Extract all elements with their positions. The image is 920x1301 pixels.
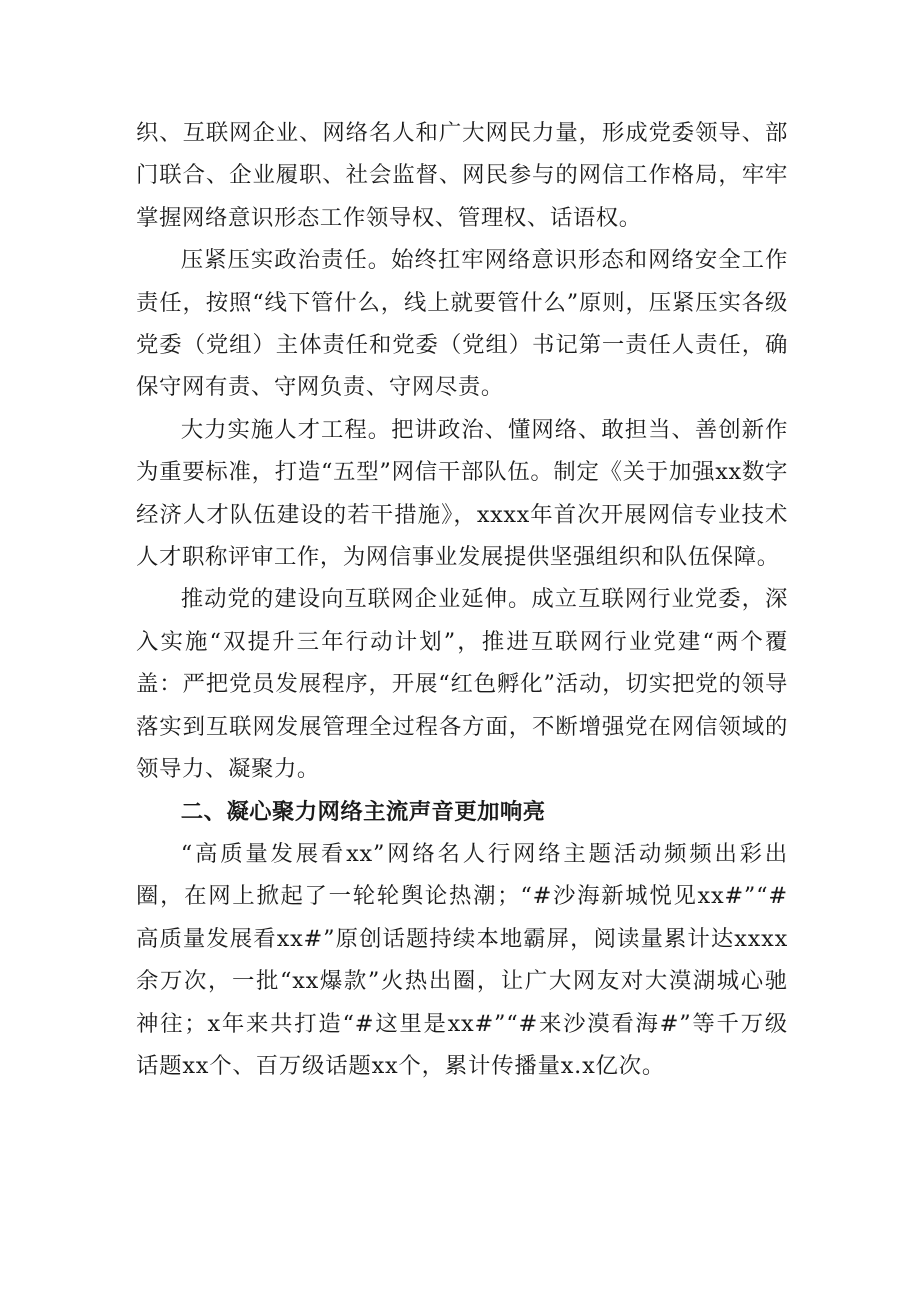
paragraph-talent-project: 大力实施人才工程。把讲政治、懂网络、敢担当、善创新作为重要标准，打造“五型”网信干部队伍。制定《关于加强xx数字经济人才队伍建设的若干措施》，xxxx年首次开展网信专业技术人才职称评审工作，为网信事业发展提供坚强组织和队伍保障。	[136, 416, 788, 571]
paragraph-party-building: 推动党的建设向互联网企业延伸。成立互联网行业党委，深入实施“双提升三年行动计划”，推进互联网行业党建“两个覆盖：严把党员发展程序，开展“红色孵化”活动，切实把党的领导落实到互联网发展管理全过程各方面，不断增强党在网信领域的领导力、凝聚力。	[136, 586, 788, 783]
document-page	[136, 112, 788, 1087]
paragraph-continuation: 织、互联网企业、网络名人和广大网民力量，形成党委领导、部门联合、企业履职、社会监督、网民参与的网信工作格局，牢牢掌握网络意识形态工作领导权、管理权、话语权。	[136, 120, 788, 231]
paragraph-political-responsibility: 压紧压实政治责任。始终扛牢网络意识形态和网络安全工作责任，按照“线下管什么，线上就要管什么”原则，压紧压实各级党委（党组）主体责任和党委（党组）书记第一责任人责任，确保守网有责、守网负责、守网尽责。	[136, 247, 788, 401]
section-heading: 二、凝心聚力网络主流声音更加响亮	[180, 798, 546, 825]
paragraph-online-voice: “高质量发展看xx”网络名人行网络主题活动频频出彩出圈，在网上掀起了一轮轮舆论热潮；“#沙海新城悦见xx#”“#高质量发展看xx#”原创话题持续本地霸屏，阅读量累计达xxxx余万次，一批“xx爆款”火热出圈，让广大网友对大漠湖城心驰神往；x年来共打造“#这里是xx#”“#来沙漠看海#”等千万级话题xx个、百万级话题xx个，累计传播量x.x亿次。	[136, 840, 788, 1079]
